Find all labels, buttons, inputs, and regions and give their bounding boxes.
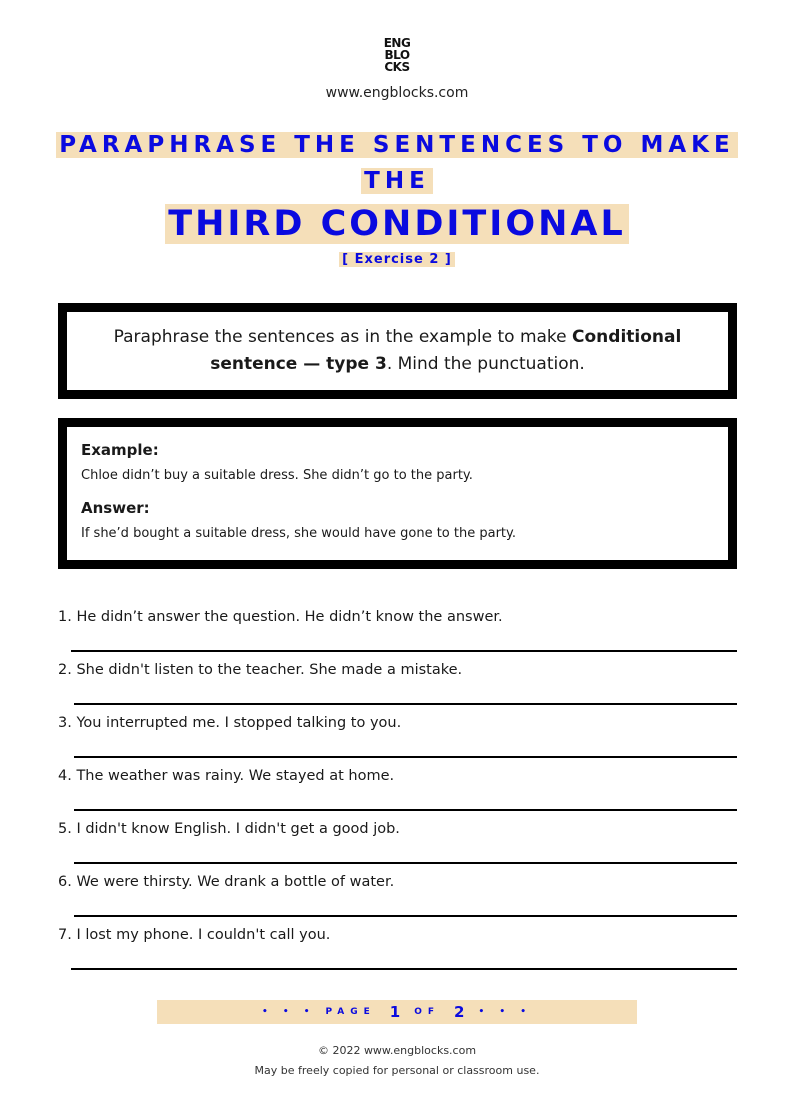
exercise-label <box>0 251 794 269</box>
example-box <box>58 418 737 569</box>
question-item: 7. I lost my phone. I couldn't call you. <box>58 927 331 943</box>
copyright: © 2022 www.engblocks.com <box>317 1044 477 1057</box>
total-pages: 2 <box>454 1003 465 1021</box>
question-item: 6. We were thirsty. We drank a bottle of water. <box>58 874 395 890</box>
instruction-bold: Conditional sentence — type 3 <box>210 327 682 374</box>
title-line-2 <box>0 166 794 196</box>
answer-line[interactable] <box>74 756 737 758</box>
title-text-2: THE <box>361 168 433 194</box>
instruction-box <box>58 303 737 399</box>
example-label: Example: <box>81 441 159 459</box>
title-text-3: THIRD CONDITIONAL <box>165 204 629 244</box>
page-indicator <box>157 1000 637 1024</box>
question-item: 5. I didn't know English. I didn't get a good job. <box>58 821 400 837</box>
dots-left: • • • <box>261 1007 316 1017</box>
answer-line[interactable] <box>74 915 737 917</box>
question-item: 4. The weather was rainy. We stayed at home. <box>58 768 395 784</box>
answer-label: Answer: <box>81 499 150 517</box>
answer-line[interactable] <box>71 968 737 970</box>
dots-right: • • • <box>478 1007 533 1017</box>
exercise-text: [ Exercise 2 ] <box>339 252 455 267</box>
answer-text: If she’d bought a suitable dress, she would have gone to the party. <box>81 526 516 541</box>
instruction-text <box>107 324 688 378</box>
title-text-1: PARAPHRASE THE SENTENCES TO MAKE <box>56 132 737 158</box>
question-item: 3. You interrupted me. I stopped talking to you. <box>58 715 402 731</box>
page-label: PAGE <box>325 1007 376 1017</box>
answer-line[interactable] <box>74 862 737 864</box>
question-item: 1. He didn’t answer the question. He didn’t know the answer. <box>58 609 503 625</box>
question-item: 2. She didn't listen to the teacher. She made a mistake. <box>58 662 463 678</box>
engblocks-logo <box>0 37 794 73</box>
of-label: OF <box>414 1007 441 1017</box>
answer-line[interactable] <box>71 650 737 652</box>
instruction-part-1: Paraphrase the sentences as in the example to make <box>113 327 573 347</box>
logo-line: BLO <box>384 48 410 62</box>
answer-line[interactable] <box>74 809 737 811</box>
answer-line[interactable] <box>74 703 737 705</box>
usage-notice: May be freely copied for personal or classroom use. <box>254 1064 540 1077</box>
title-line-1 <box>0 130 794 160</box>
logo-line: CKS <box>384 60 410 74</box>
page-title <box>0 203 794 245</box>
current-page: 1 <box>389 1003 401 1021</box>
example-text: Chloe didn’t buy a suitable dress. She didn’t go to the party. <box>81 468 473 483</box>
site-url[interactable]: www.engblocks.com <box>325 85 469 101</box>
instruction-part-2: . Mind the punctuation. <box>386 354 585 374</box>
logo-line: ENG <box>383 36 411 50</box>
